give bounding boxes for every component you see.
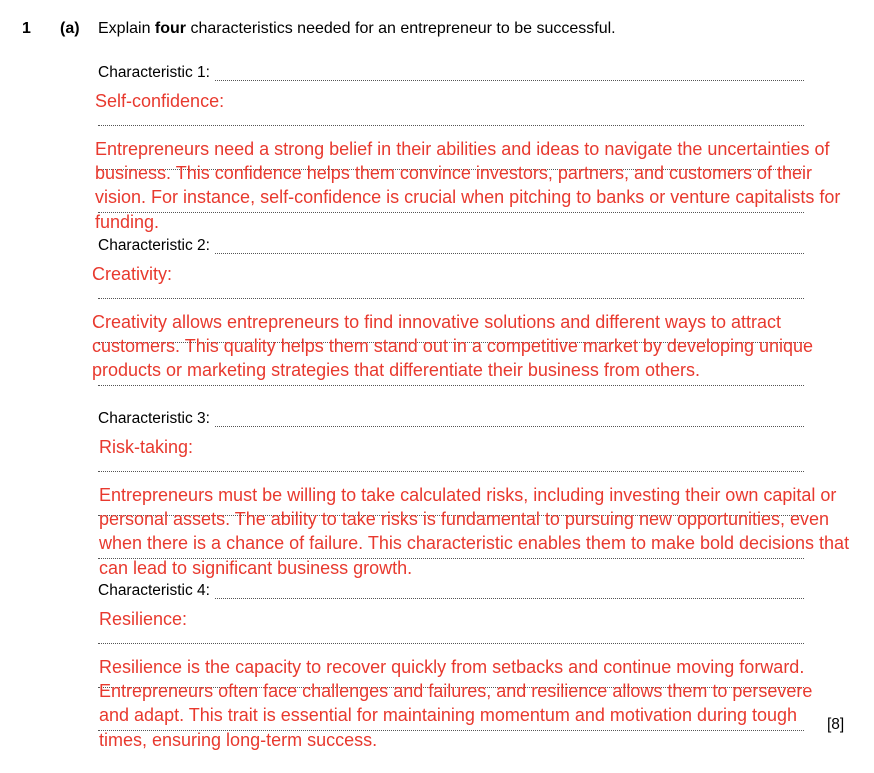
characteristic-explanation-4: Resilience is the capacity to recover quickly from setbacks and continue moving forward. Entrepreneurs often face challenges and failures, and resilience allows them to persevere and adapt. This trait is essential for maintaining momentum and motivation during tough times, ensuring long-term success. xyxy=(99,657,813,750)
question-text-after: characteristics needed for an entrepreneur to be successful. xyxy=(186,20,616,37)
characteristic-label-1: Characteristic 1: xyxy=(98,64,214,82)
characteristic-label-4: Characteristic 4: xyxy=(98,582,214,600)
characteristic-label-2: Characteristic 2: xyxy=(98,237,214,255)
answer-line xyxy=(98,471,804,472)
question-text xyxy=(98,20,616,38)
answer-line xyxy=(98,385,804,386)
characteristic-title-1: Self-confidence: xyxy=(95,91,225,111)
characteristic-label-3: Characteristic 3: xyxy=(98,410,214,428)
characteristic-explanation-1: Entrepreneurs need a strong belief in their abilities and ideas to navigate the uncertainties of business. This confidence helps them convince investors, partners, and customers of their vision. For instance, self-confidence is crucial when pitching to banks or venture capitalists for funding. xyxy=(95,139,841,232)
answer-line xyxy=(98,125,804,126)
question-number: 1 xyxy=(22,20,31,37)
characteristic-title-4: Resilience: xyxy=(99,609,188,629)
answer-line xyxy=(98,643,804,644)
question-text-before: Explain xyxy=(98,20,155,37)
answer-line xyxy=(98,298,804,299)
characteristic-explanation-2: Creativity allows entrepreneurs to find innovative solutions and different ways to attract customers. This quality helps them stand out in a competitive market by developing unique products or marketing strategies that differentiate their business from others. xyxy=(92,312,814,381)
characteristic-explanation-3: Entrepreneurs must be willing to take calculated risks, including investing their own capital or personal assets. The ability to take risks is fundamental to pursuing new opportunities, even when there is a chance of failure. This characteristic enables them to make bold decisions that can lead to significant business growth. xyxy=(99,485,850,578)
characteristic-title-3: Risk-taking: xyxy=(99,437,194,457)
marks-label: [8] xyxy=(827,716,845,733)
question-part: (a) xyxy=(60,20,80,37)
characteristic-title-2: Creativity: xyxy=(92,264,173,284)
question-text-bold: four xyxy=(154,20,187,37)
